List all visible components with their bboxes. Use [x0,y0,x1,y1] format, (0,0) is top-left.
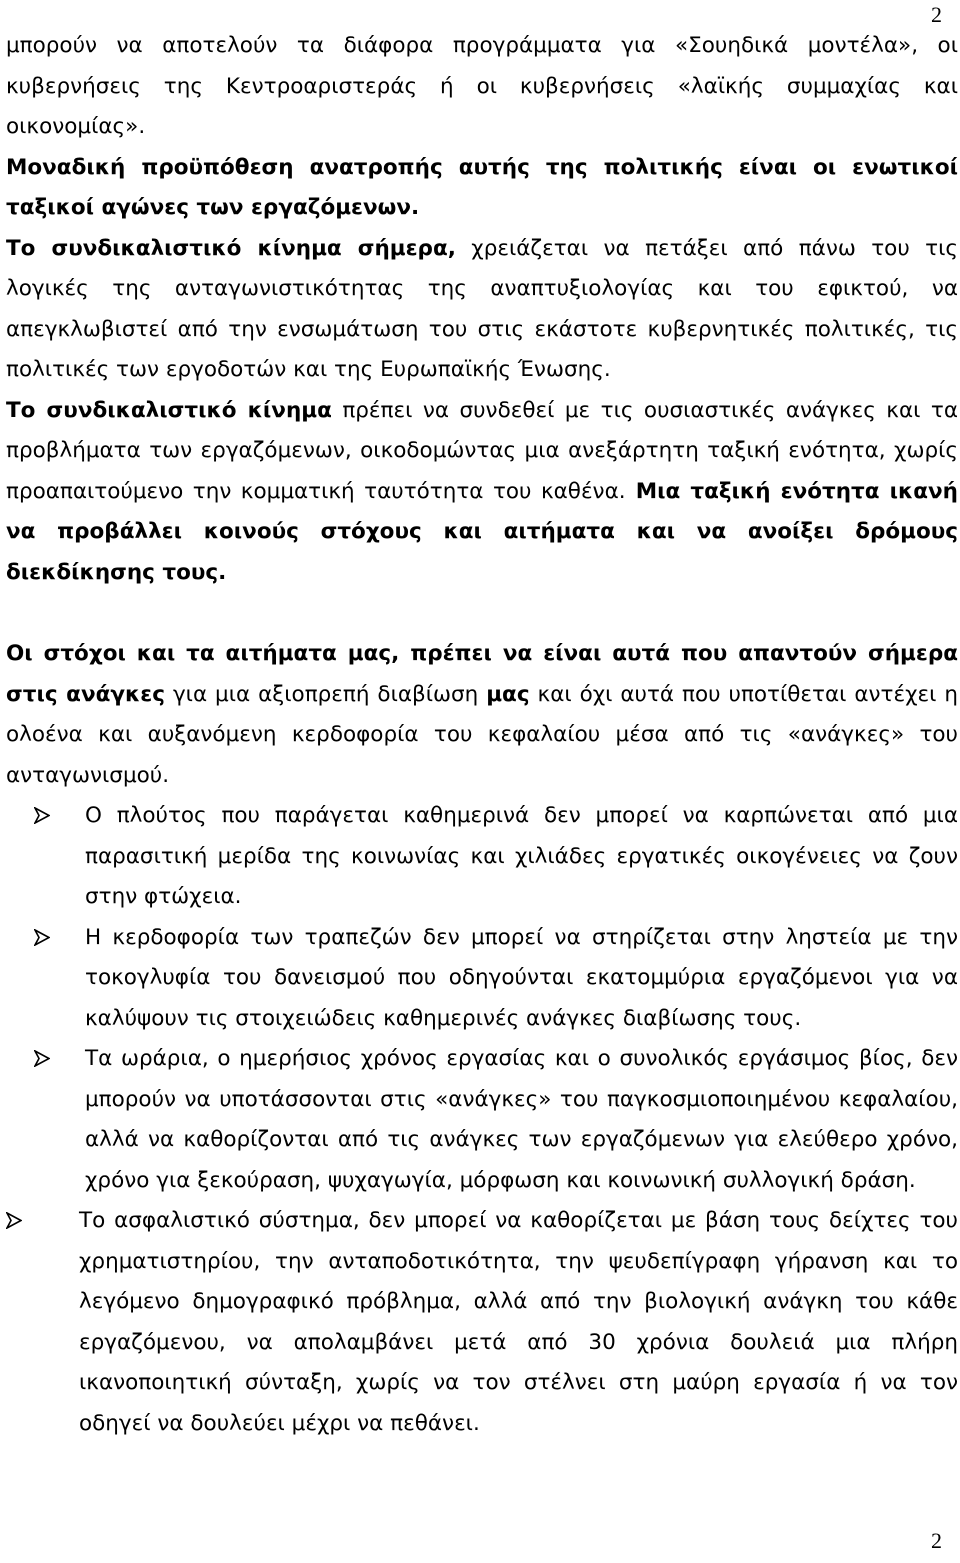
bullet-text: Ο πλούτος που παράγεται καθημερινά δεν μπορεί να καρπώνεται από μια παρασιτική μερίδα της κοινωνίας και χιλιάδες εργατικές οικογένειες να ζουν στην φτώχεια. [85,803,958,909]
paragraph-5-bold: Οι στόχοι και τα αιτήματα μας, πρέπει να είναι αυτά που απαντούν σήμερα στις ανάγκες [6,641,958,707]
paragraph-3-bold: Το συνδικαλιστικό κίνημα σήμερα, [6,235,456,261]
paragraph-4-bold-end: Μια ταξική ενότητα ικανή να προβάλλει κοινούς στόχους και αιτήματα και να ανοίξει δρόμους διεκδίκησης τους. [6,478,958,585]
paragraph-3 [6,229,958,391]
paragraph-2 [6,148,958,229]
bullet-item-3 [6,1039,958,1201]
page-number-top: 2 [931,2,942,27]
paragraph-4-text: πρέπει να συνδεθεί με τις ουσιαστικές ανάγκες και τα προβλήματα των εργαζόμενων, οικοδομώντας μια ανεξάρτητη ταξική ενότητα, χωρίς προαπαιτούμενο την κομματική ταυτότητα του καθένα. [6,397,958,504]
paragraph-5-text: για μια αξιοπρεπή διαβίωση [165,681,487,707]
bullet-item-1 [6,796,958,918]
paragraph-5-bold-2: μας [486,681,530,707]
arrowhead-bullet-icon [34,796,62,836]
document-body [6,26,958,1444]
paragraph-2-bold: Μοναδική προϋπόθεση ανατροπής αυτής της πολιτικής είναι οι ενωτικοί ταξικοί αγώνες των εργαζόμενων. [6,154,958,220]
bullet-text: Το ασφαλιστικό σύστημα, δεν μπορεί να καθορίζεται με βάση τους δείχτες του χρηματιστηρίου, την ανταποδοτικότητα, την ψευδεπίγραφη γήρανση και το λεγόμενο δημογραφικό πρόβλημα, αλλά από την βιολογική ανάγκη του κάθε εργαζόμενου, να απολαμβάνει μετά από 30 χρόνια δουλειά μια πλήρη ικανοποιητική σύνταξη, χωρίς να τον στέλνει στη μαύρη εργασία ή να τον οδηγεί να δουλεύει μέχρι να πεθάνει. [79,1208,958,1436]
page-number-bottom: 2 [931,1528,942,1553]
arrowhead-bullet-icon [34,1039,62,1079]
paragraph-1: μπορούν να αποτελούν τα διάφορα προγράμματα για «Σουηδικά μοντέλα», οι κυβερνήσεις της Κεντροαριστεράς ή οι κυβερνήσεις «λαϊκής συμμαχίας και οικονομίας». [6,33,958,139]
paragraph-5-text-end: και όχι αυτά που υποτίθεται αντέχει η ολοένα και αυξανόμενη κερδοφορία του κεφαλαίου μέσα από τις «ανάγκες» του ανταγωνισμού. [6,681,958,788]
arrowhead-bullet-icon [6,1201,34,1241]
bullet-item-2 [6,918,958,1040]
bullet-text: Η κερδοφορία των τραπεζών δεν μπορεί να στηρίζεται στην ληστεία με την τοκογλυφία του δανεισμού που οδηγούνται εκατομμύρια εργαζόμενοι για να καλύψουν τις στοιχειώδεις καθημερινές ανάγκες διαβίωσης τους. [85,924,958,1031]
paragraph-4-bold: Το συνδικαλιστικό κίνημα [6,397,332,423]
paragraph-5 [6,634,958,796]
paragraph-spacer [6,593,958,634]
paragraph-3-text: χρειάζεται να πετάξει από πάνω του τις λογικές της ανταγωνιστικότητας της αναπτυξιολογίας και του εφικτού, να απεγκλωβιστεί από την ενσωμάτωση του στις εκάστοτε κυβερνητικές πολιτικές, τις πολιτικές των εργοδοτών και της Ευρωπαϊκής Ένωσης. [6,235,958,382]
arrowhead-bullet-icon [34,918,62,958]
bullet-item-4 [6,1201,958,1444]
paragraph-4 [6,391,958,594]
bullet-text: Τα ωράρια, ο ημερήσιος χρόνος εργασίας και ο συνολικός εργάσιμος βίος, δεν μπορούν να υποτάσσονται στις «ανάγκες» του παγκοσμιοποιημένου κεφαλαίου, αλλά να καθορίζονται από τις ανάγκες των εργαζόμενων για ελεύθερο χρόνο, χρόνο για ξεκούραση, ψυχαγωγία, μόρφωση και κοινωνική συλλογική δράση. [85,1046,958,1193]
